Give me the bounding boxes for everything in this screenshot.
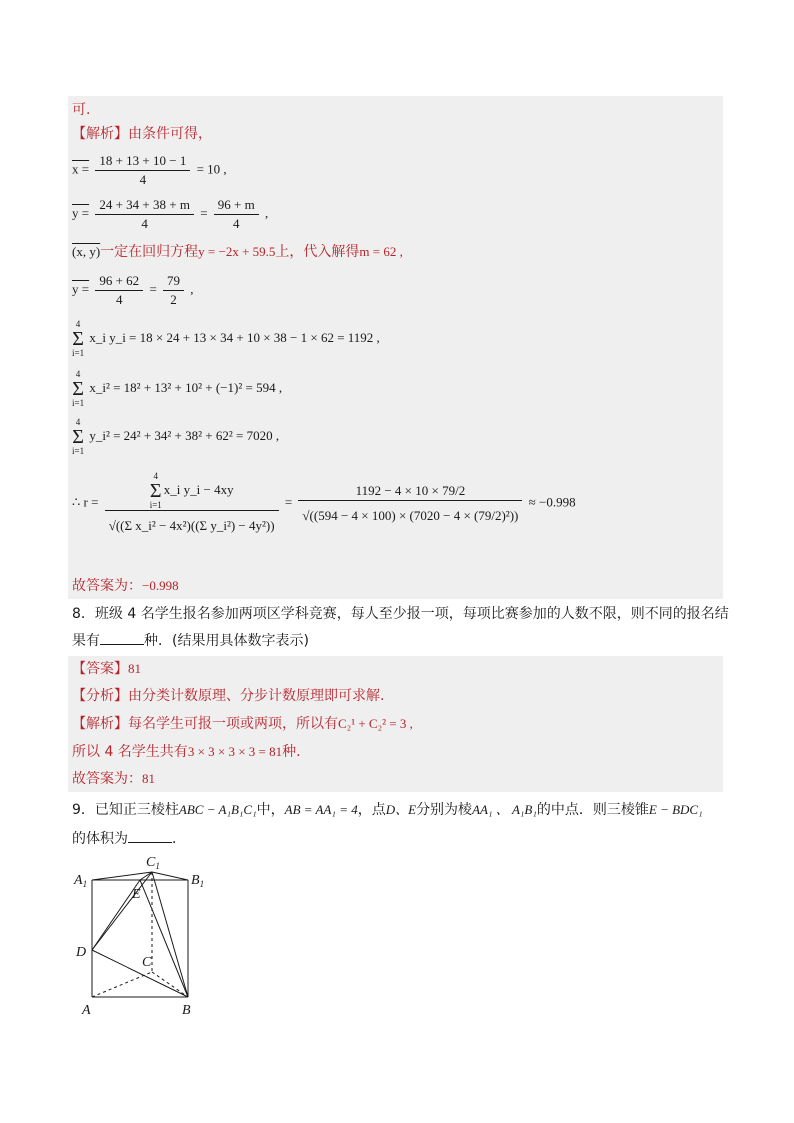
- q8-fenxi-line: [72, 686, 384, 706]
- answer-line-q7: [72, 576, 179, 596]
- ybar-lhs: y =: [72, 205, 90, 221]
- q9-prism: ABC − A₁B₁C₁: [178, 802, 257, 817]
- xbar-formula: [72, 152, 227, 189]
- ybar-denominator: 4: [141, 216, 148, 231]
- q9-text-g: ．: [172, 831, 186, 847]
- q8-total-line: [72, 742, 301, 762]
- ybar2-tail: ,: [190, 281, 194, 297]
- edge-d-b: [92, 950, 188, 997]
- sigma-top: 4: [75, 319, 81, 329]
- regression-equation: y = −2x + 59.5: [198, 244, 276, 259]
- q9-pyramid: E − BDC₁: [648, 802, 703, 817]
- q9-line-1: [72, 800, 703, 820]
- q8-total-a: 所以 4 名学生共有: [72, 744, 188, 760]
- sum-x2-formula: [72, 370, 282, 408]
- answer-label: 故答案为：: [72, 578, 142, 594]
- r-approx: ≈ −0.998: [528, 494, 576, 510]
- q9-edges: AA₁ 、 A₁B₁: [472, 802, 537, 817]
- q8-answer: 81: [128, 661, 141, 676]
- sigma-top: 4: [75, 369, 81, 379]
- q9-text-e: 的中点．则三棱锥: [536, 802, 649, 818]
- q9-points: D、E: [385, 802, 417, 817]
- q9-line-2: [72, 828, 186, 849]
- r-denominator: √((Σ x_i² − 4x²)((Σ y_i²) − 4y²)): [108, 518, 275, 533]
- q9-text-a: 9．已知正三棱柱: [72, 802, 179, 818]
- label-b: B: [182, 1003, 191, 1018]
- point-text: 一定在回归方程: [100, 244, 199, 260]
- q8-fenxi: 由分类计数原理、分步计数原理即可求解.: [128, 688, 385, 704]
- q8-final-line: [72, 769, 155, 789]
- xbar-fraction: [95, 152, 190, 189]
- q8-jiexi-math: C₂¹ + C₂² = 3 ,: [338, 716, 413, 731]
- r-eq: =: [284, 494, 293, 510]
- analysis-intro: 由条件可得，: [128, 126, 212, 142]
- point-text-2: 上，代入解得: [275, 244, 360, 260]
- answer-tag: 【答案】: [72, 661, 128, 677]
- ybar-eq: =: [200, 205, 208, 221]
- r-numerator-text: x_i y_i − 4xy: [163, 481, 234, 497]
- ybar2-denominator-2: 2: [170, 292, 177, 307]
- label-a1: $A_1$: [74, 873, 88, 889]
- q8-text-a: 果有: [72, 633, 100, 649]
- edge-a-c: [92, 972, 152, 997]
- ybar2-formula: [72, 272, 194, 309]
- sigma-symbol: 4 Σ i=1: [149, 471, 162, 510]
- q8-jiexi-line: [72, 714, 413, 734]
- analysis-tag: 【解析】: [72, 126, 128, 142]
- analysis-line: [72, 124, 212, 144]
- q8-line-2: [72, 630, 309, 651]
- prism-figure: [72, 852, 212, 1022]
- sigma-symbol: 4 Σ i=1: [72, 369, 85, 408]
- label-b1: $B_1$: [191, 873, 205, 889]
- r-lhs: ∴ r =: [72, 494, 99, 510]
- sum-xy-formula: [72, 320, 380, 358]
- label-a: A: [82, 1003, 91, 1018]
- ybar-formula: [72, 196, 268, 233]
- sigma-top: 4: [153, 471, 158, 481]
- ybar2-numerator-2: 79: [163, 272, 184, 291]
- ybar-denominator-2: 4: [233, 216, 240, 231]
- ybar2-denominator: 4: [116, 292, 123, 307]
- q8-total-math: 3 × 3 × 3 × 3 = 81: [187, 744, 283, 759]
- answer-value: −0.998: [142, 578, 179, 593]
- jiexi-tag: 【解析】: [72, 716, 128, 732]
- ybar2-fraction: [95, 272, 143, 309]
- q8-jiexi: 每名学生可报一项或两项，所以有: [128, 716, 338, 732]
- xbar-numerator: 18 + 13 + 10 − 1: [95, 152, 190, 171]
- edge-a1-c1: [92, 872, 152, 880]
- answer-label: 故答案为：: [72, 771, 142, 787]
- ybar2-numerator: 96 + 62: [95, 272, 143, 291]
- sum-xy: x_i y_i = 18 × 24 + 13 × 34 + 10 × 38 − 1 × 62 = 1192 ,: [89, 329, 380, 345]
- ybar-fraction-2: [214, 196, 259, 233]
- xbar-denominator: 4: [139, 172, 147, 187]
- xbar-lhs: x =: [72, 161, 90, 177]
- label-d: D: [76, 945, 87, 960]
- sum-x2: x_i² = 18² + 13² + 10² + (−1)² = 594 ,: [89, 379, 283, 395]
- q8-line-1: 8．班级 4 名学生报名参加两项区学科竞赛，每人至少报一项，每项比赛参加的人数不限，则不同的报名结: [72, 606, 729, 622]
- ybar2-fraction-2: [163, 272, 184, 309]
- ybar-fraction: [95, 196, 194, 233]
- edge-c1-b1: [152, 872, 188, 880]
- r-fraction: [105, 472, 279, 535]
- m-value: m = 62 ,: [359, 244, 403, 259]
- edge-c1-b: [152, 872, 188, 997]
- mean-point: (x, y): [72, 244, 101, 259]
- r-formula: [72, 472, 576, 535]
- q8-blank: [100, 630, 144, 645]
- q8-answer-line: [72, 659, 141, 679]
- sigma-top: 4: [75, 417, 81, 427]
- q8-total-b: 种.: [282, 744, 301, 760]
- edge-e-b: [140, 880, 188, 997]
- sigma-bottom: i=1: [72, 446, 85, 456]
- sigma-bottom: i=1: [72, 348, 85, 358]
- sum-y2-formula: [72, 418, 279, 456]
- r-numerator: [105, 472, 279, 511]
- fenxi-tag: 【分析】: [72, 688, 128, 704]
- q8-final-value: 81: [142, 771, 155, 786]
- sigma-bottom: i=1: [149, 500, 162, 510]
- q8-text-b: 种．(结果用具体数字表示): [144, 633, 309, 649]
- q9-text-f: 的体积为: [72, 831, 128, 847]
- q9-text-d: 分别为棱: [416, 802, 473, 818]
- q9-cond: AB = AA₁ = 4: [284, 802, 358, 817]
- tail-text: 可.: [72, 102, 91, 118]
- label-e: E: [132, 887, 141, 902]
- sigma-symbol: 4 Σ i=1: [72, 319, 85, 358]
- xbar-rhs: = 10 ,: [196, 161, 227, 177]
- sigma-symbol: 4 Σ i=1: [72, 417, 85, 456]
- q9-text-c: ，点: [357, 802, 386, 818]
- r-denominator-2: √((594 − 4 × 100) × (7020 − 4 × (79/2)²)): [302, 508, 519, 523]
- sigma-bottom: i=1: [72, 398, 85, 408]
- regression-line: [72, 242, 403, 262]
- sum-y2: y_i² = 24² + 34² + 38² + 62² = 7020 ,: [89, 427, 280, 443]
- ybar-numerator: 24 + 34 + 38 + m: [95, 196, 194, 215]
- ybar2-lhs: y =: [72, 281, 90, 297]
- edge-d-c1: [92, 872, 152, 950]
- ybar2-eq: =: [149, 281, 157, 297]
- q9-blank: [128, 828, 172, 843]
- q9-text-b: 中，: [256, 802, 285, 818]
- r-numerator-2: 1192 − 4 × 10 × 79/2: [298, 482, 522, 501]
- ybar-tail: ,: [265, 205, 269, 221]
- r-fraction-2: [298, 482, 522, 525]
- label-c: C: [142, 955, 152, 970]
- label-c1: $C_1$: [146, 855, 160, 871]
- ybar-numerator-2: 96 + m: [214, 196, 259, 215]
